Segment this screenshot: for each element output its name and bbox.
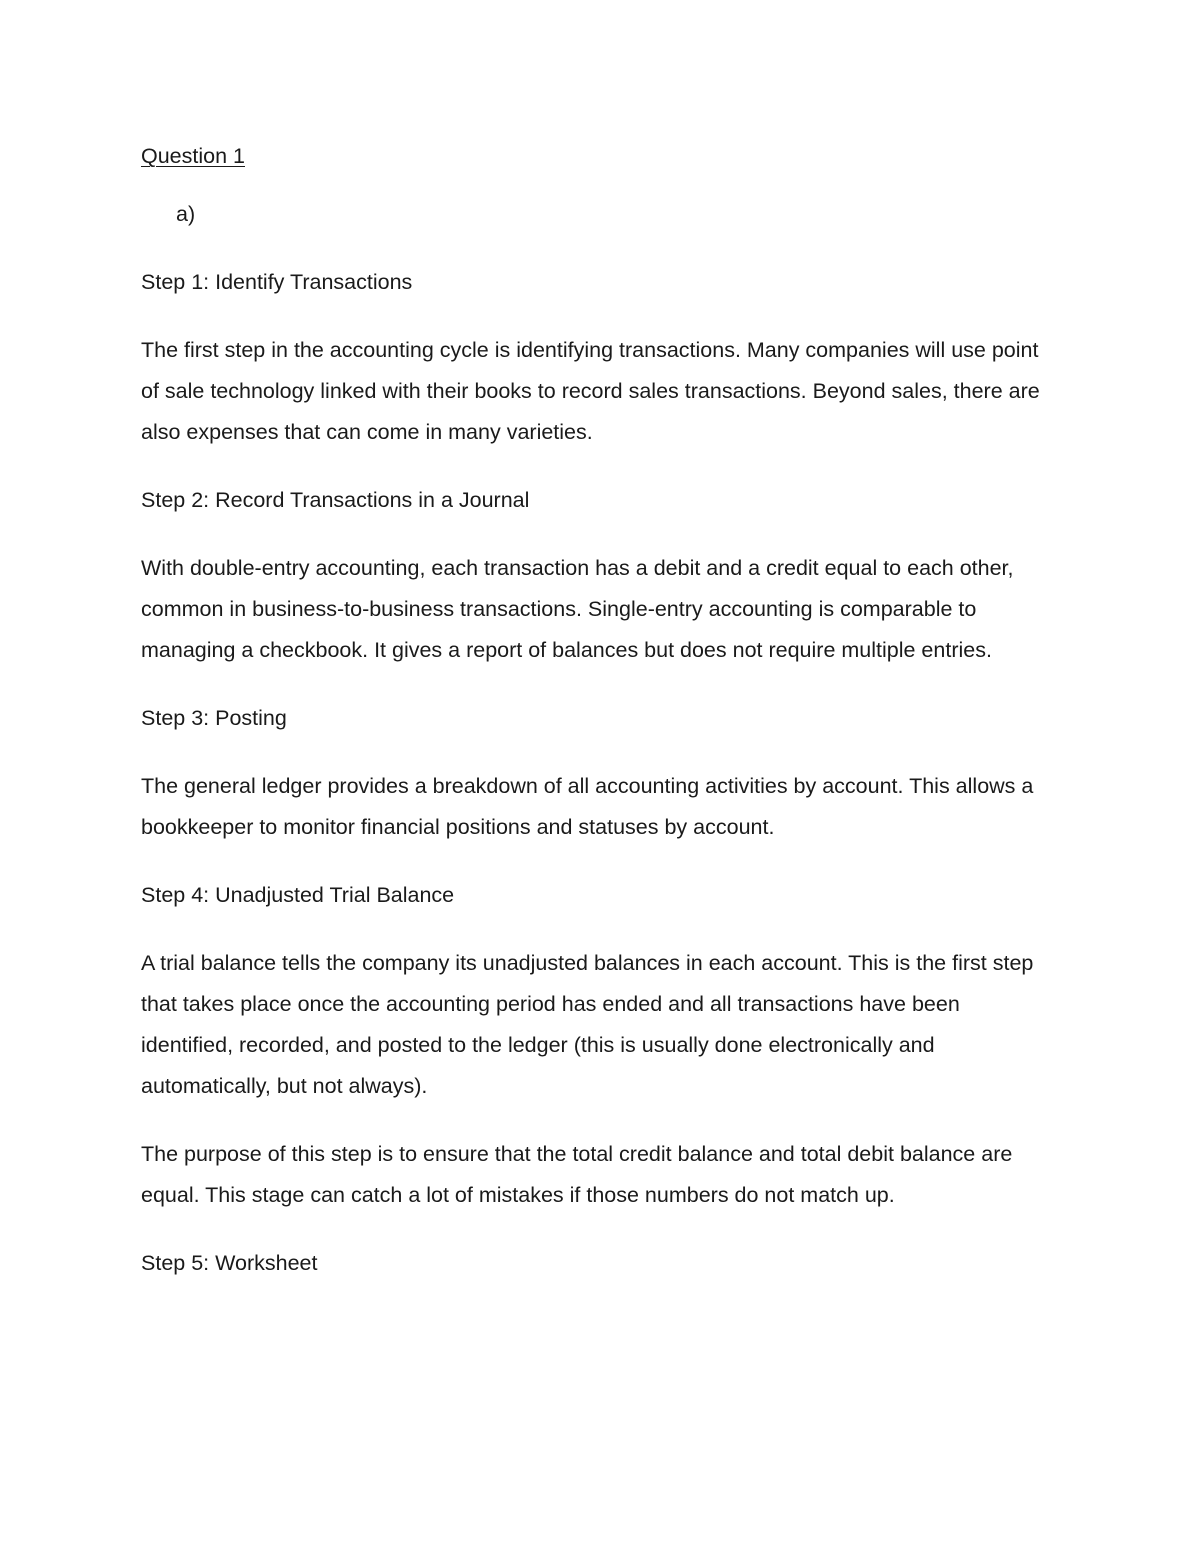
step-5-heading: Step 5: Worksheet — [141, 1251, 318, 1275]
step-1-heading: Step 1: Identify Transactions — [141, 270, 413, 294]
step-4-paragraph-1: A trial balance tells the company its unadjusted balances in each account. This is the first step that takes place once the accounting period has ended and all transactions have been identified, recorded, and posted to the ledger (this is usually done electronically and automatically, but not always). — [141, 951, 1034, 1098]
step-4-heading: Step 4: Unadjusted Trial Balance — [141, 883, 455, 907]
step-3-heading: Step 3: Posting — [141, 706, 287, 730]
step-2-heading: Step 2: Record Transactions in a Journal — [141, 488, 530, 512]
sub-question-label: a) — [176, 202, 196, 226]
question-title: Question 1 — [141, 144, 245, 168]
step-4-paragraph-2: The purpose of this step is to ensure that the total credit balance and total debit balance are equal. This stage can catch a lot of mistakes if those numbers do not match up. — [141, 1142, 1013, 1207]
step-2-paragraph: With double-entry accounting, each transaction has a debit and a credit equal to each other, common in business-to-business transactions. Single-entry accounting is comparable to managing a checkbook. It gives a report of balances but does not require multiple entries. — [141, 556, 1014, 662]
document-body — [141, 136, 1053, 1311]
step-1-paragraph: The first step in the accounting cycle is identifying transactions. Many companies will use point of sale technology linked with their books to record sales transactions. Beyond sales, there are also expenses that can come in many varieties. — [141, 338, 1040, 444]
step-3-paragraph: The general ledger provides a breakdown of all accounting activities by account. This allows a bookkeeper to monitor financial positions and statuses by account. — [141, 774, 1034, 839]
